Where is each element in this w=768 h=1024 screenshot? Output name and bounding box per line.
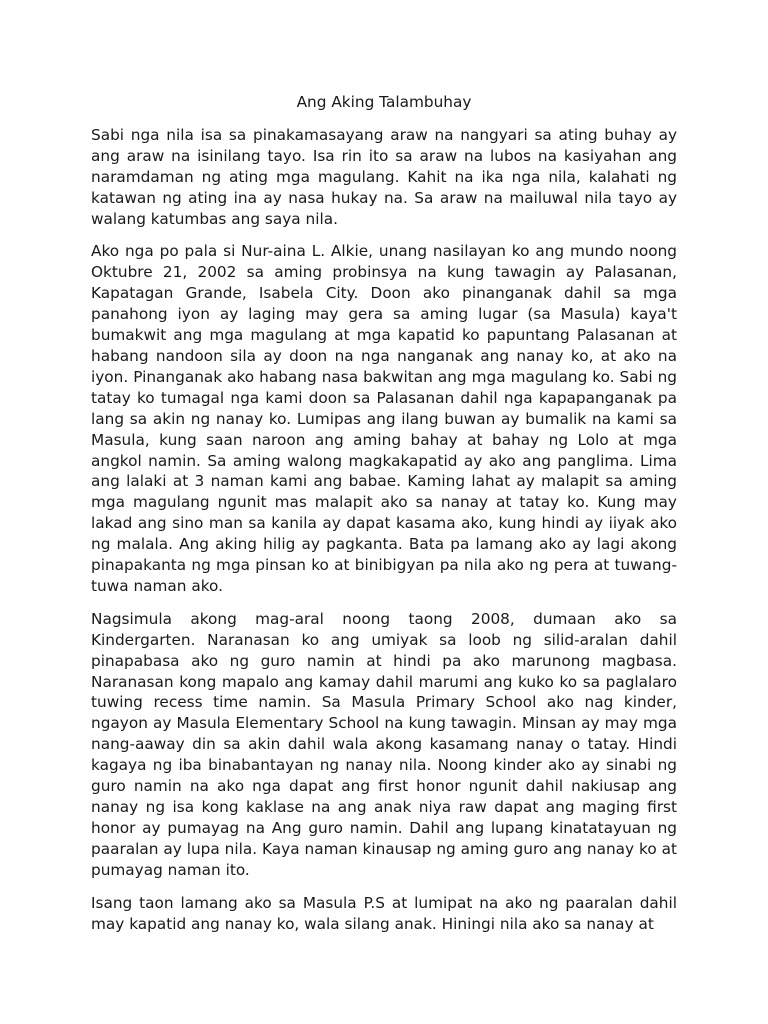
paragraph-4: Isang taon lamang ako sa Masula P.S at lumipat na ako ng paaralan dahil may kapatid ang nanay ko, wala silang anak. Hiningi nila ako sa nanay at	[91, 893, 677, 933]
paragraph-1: Sabi nga nila isa sa pinakamasayang araw na nangyari sa ating buhay ay ang araw na isinilang tayo. Isa rin ito sa araw na lubos na kasiyahan ang naramdaman ng ating mga magulang. Kahit na ika nga nila, kalahati ng katawan ng ating ina ay nasa hukay na. Sa araw na mailuwal nila tayo ay walang katumbas ang saya nila.	[91, 125, 677, 228]
paragraph-3: Nagsimula akong mag-aral noong taong 2008, dumaan ako sa Kindergarten. Naranasan ko ang umiyak sa loob ng silid-aralan dahil pinapabasa ako ng guro namin at hindi pa ako marunong magbasa. Naranasan kong mapalo ang kamay dahil marumi ang kuko ko sa paglalaro tuwing recess time namin. Sa Masula Primary School ako nag kinder, ngayon ay Masula Elementary School na kung tawagin. Minsan ay may mga nang-aaway din sa akin dahil wala akong kasamang nanay o tatay. Hindi kagaya ng iba binabantayan ng nanay nila. Noong kinder ako ay sinabi ng guro namin na ako nga dapat ang first honor ngunit dahil nakiusap ang nanay ng isa kong kaklase na ang anak niya raw dapat ang maging first honor ay pumayag na Ang guro namin. Dahil ang lupang kinatatayuan ng paaralan ay lupa nila. Kaya naman kinausap ng aming guro ang nanay ko at pumayag naman ito.	[91, 609, 677, 879]
paragraph-2: Ako nga po pala si Nur-aina L. Alkie, unang nasilayan ko ang mundo noong Oktubre 21, 2002 sa aming probinsya na kung tawagin ay Palasanan, Kapatagan Grande, Isabela City. Doon ako pinanganak dahil sa mga panahong iyon ay laging may gera sa aming lugar (sa Masula) kaya't bumakwit ang mga magulang at mga kapatid ko papuntang Palasanan at habang nandoon sila ay doon na nga nanganak ang nanay ko, at ako na iyon. Pinanganak ako habang nasa bakwitan ang mga magulang ko. Sabi ng tatay ko tumagal nga kami doon sa Palasanan dahil nga kapapanganak pa lang sa akin ng nanay ko. Lumipas ang ilang buwan ay bumalik na kami sa Masula, kung saan naroon ang aming bahay at bahay ng Lolo at mga angkol namin. Sa aming walong magkakapatid ay ako ang panglima. Lima ang lalaki at 3 naman kami ang babae. Kaming lahat ay malapit sa aming mga magulang ngunit mas malapit ako sa nanay at tatay ko. Kung may lakad ang sino man sa kanila ay dapat kasama ako, kung hindi ay iiyak ako ng malala. Ang aking hilig ay pagkanta. Bata pa lamang ako ay lagi akong pinapakanta ng mga pinsan ko at binibigyan pa nila ako ng pera at tuwang-tuwa naman ako.	[91, 242, 677, 595]
document-title: Ang Aking Talambuhay	[296, 93, 472, 111]
document-page	[91, 92, 677, 946]
